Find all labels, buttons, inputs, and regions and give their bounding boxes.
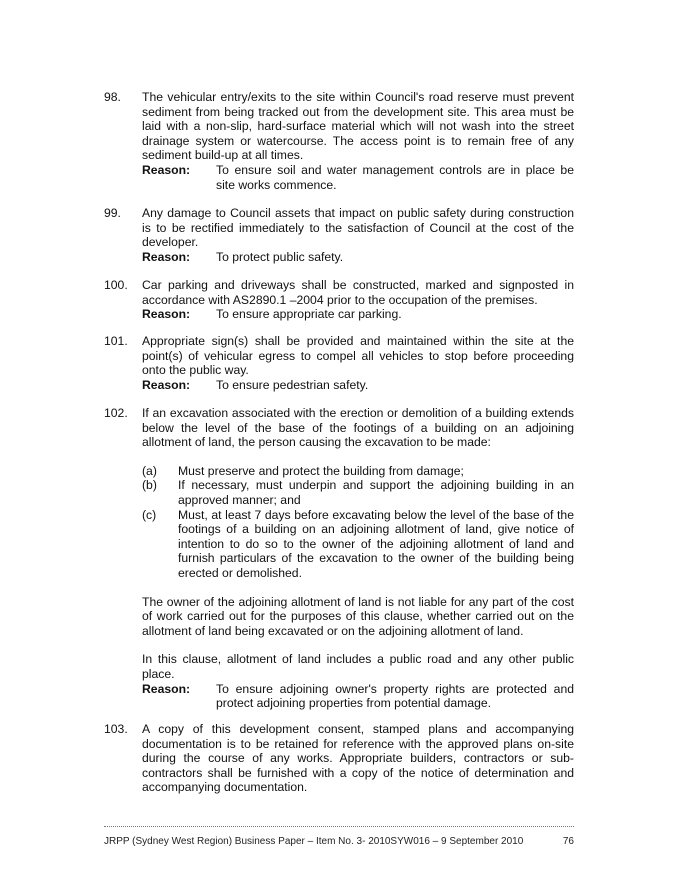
- sub-condition-text: If necessary, must underpin and support the adjoining building in an approved manner; and: [178, 478, 574, 507]
- condition-paragraph: In this clause, allotment of land includes a public road and any other public place.: [142, 652, 574, 681]
- condition-number: 102.: [104, 406, 128, 420]
- reason-label: Reason:: [142, 162, 191, 177]
- reason-label: Reason:: [142, 249, 191, 264]
- reason-label: Reason:: [142, 681, 191, 696]
- reason-label: Reason:: [142, 307, 191, 322]
- sub-condition-b: [142, 478, 574, 507]
- sub-condition-a: [142, 464, 574, 479]
- reason-label: Reason:: [142, 377, 191, 392]
- condition-text: The vehicular entry/exits to the site within Council's road reserve must prevent sediment from being tracked out from the development site. This area must be laid with a non-slip, hard-surface material which will not wash into the street drainage system or watercourse. The access point is to remain free of any sediment build-up at all times.: [142, 90, 574, 163]
- condition-item-99: [104, 206, 574, 264]
- sub-condition-letter: (b): [142, 478, 157, 493]
- condition-text: Car parking and driveways shall be constructed, marked and signposted in accordance with AS2890.1 –2004 prior to the occupation of the premises.: [142, 278, 574, 307]
- reason-text: To ensure soil and water management controls are in place be site works commence.: [216, 162, 574, 192]
- condition-text: Appropriate sign(s) shall be provided and maintained within the site at the point(s) of vehicular egress to compel all vehicles to stop before proceeding onto the public way.: [142, 334, 574, 378]
- footer-reference: JRPP (Sydney West Region) Business Paper – Item No. 3- 2010SYW016 – 9 September 2010: [104, 836, 524, 847]
- condition-item-103: [104, 722, 574, 795]
- condition-text: Any damage to Council assets that impact on public safety during construction is to be rectified immediately to the satisfaction of Council at the cost of the developer.: [142, 206, 574, 250]
- sub-condition-text: Must preserve and protect the building from damage;: [178, 463, 464, 478]
- page-number: 76: [562, 836, 574, 847]
- reason-block: [142, 378, 574, 393]
- sub-condition-letter: (a): [142, 463, 157, 478]
- reason-block: [142, 163, 574, 192]
- reason-block: [142, 682, 574, 711]
- condition-item-100: [104, 278, 574, 322]
- reason-text: To ensure pedestrian safety.: [216, 377, 369, 392]
- condition-paragraph: The owner of the adjoining allotment of land is not liable for any part of the cost of work carried out for the purposes of this clause, whether carried out on the allotment of land being excavated or on the adjoining allotment of land.: [142, 594, 574, 638]
- condition-text: A copy of this development consent, stamped plans and accompanying documentation is to be retained for reference with the approved plans on-site during the course of any works. Appropriate builders, contractors or sub-contractors shall be furnished with a copy of the notice of determination and accompanying documentation.: [142, 722, 574, 795]
- sub-condition-letter: (c): [142, 507, 157, 522]
- condition-item-101: [104, 334, 574, 392]
- page-footer: [104, 836, 574, 847]
- condition-number: 103.: [104, 722, 128, 736]
- reason-block: [142, 307, 574, 322]
- condition-text: If an excavation associated with the erection or demolition of a building extends below the level of the base of the footings of a building on an adjoining allotment of land, the person causing the excavation to be made:: [142, 406, 574, 450]
- condition-number: 101.: [104, 334, 128, 348]
- sub-condition-list: [142, 464, 574, 581]
- reason-text: To protect public safety.: [216, 249, 344, 264]
- condition-number: 98.: [104, 90, 121, 104]
- reason-text: To ensure appropriate car parking.: [216, 307, 402, 322]
- condition-item-98: [104, 90, 574, 192]
- footer-divider: [104, 826, 574, 827]
- reason-block: [142, 250, 574, 265]
- condition-number: 100.: [104, 278, 128, 292]
- sub-condition-c: [142, 508, 574, 581]
- condition-item-102: [104, 406, 574, 711]
- reason-text: To ensure adjoining owner's property rights are protected and protect adjoining properties from potential damage.: [216, 681, 574, 711]
- sub-condition-text: Must, at least 7 days before excavating below the level of the base of the footings of a building on an adjoining allotment of land, give notice of intention to do so to the owner of the adjoining allotment of land and furnish particulars of the excavation to the owner of the building being erected or demolished.: [178, 507, 574, 580]
- condition-number: 99.: [104, 206, 121, 220]
